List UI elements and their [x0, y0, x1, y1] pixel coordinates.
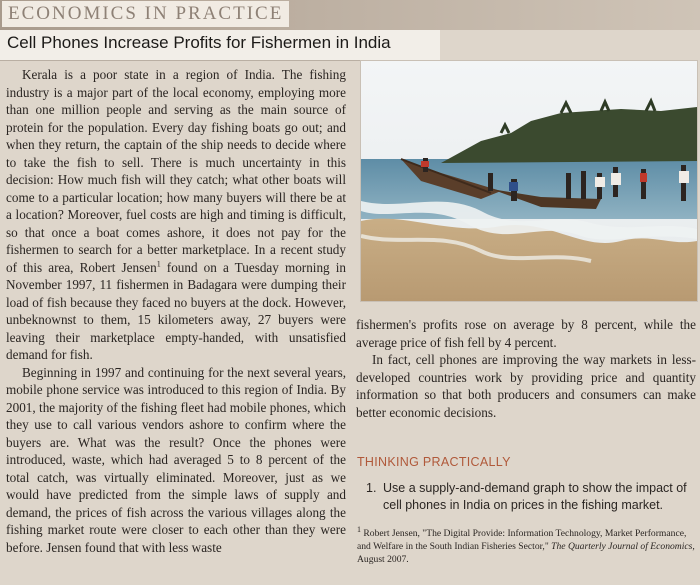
footnote-journal: The Quarterly Journal of Economics, [551, 541, 695, 552]
paragraph-1 [6, 66, 346, 364]
footnote-mark: 1 [357, 524, 361, 534]
thinking-practically-heading: THINKING PRACTICALLY [357, 455, 511, 469]
paragraph-1-end: found on a Tuesday morning in November 1997, 11 fishermen in Badagara were dumping their load of fish because they faced no buyers at the dock. However, unbeknownst to them, 15 kilometers away, 27 buyers were leaving their marketplace empty-handed, with unsatisfied demand for fish. [6, 259, 346, 362]
question-1 [366, 480, 696, 514]
fishermen-photo [360, 60, 698, 302]
section-banner [0, 0, 700, 30]
paragraph-3: In fact, cell phones are improving the way markets in less-developed countries work by providing price and quantity information so that both producers and consumers can make better economic decisions. [356, 352, 696, 420]
footnote [357, 524, 697, 566]
footnote-date: August 2007. [357, 554, 409, 565]
paragraph-2: Beginning in 1997 and continuing for the next several years, mobile phone service was introduced to this region of India. By 2001, the majority of the fishing fleet had mobile phones, which they use to call various vendors ashore to confirm where the buyers are. What was the result? Once the phones were introduced, waste, which had averaged 5 to 8 percent of the total catch, was virtually eliminated. Moreover, just as we would have predicted from the simple laws of supply and demand, the prices of fish across the various villages along the fishing market route were closer to each other than they were before. Jensen found that with less waste [6, 364, 346, 555]
beach-scene-image [361, 61, 697, 301]
footnote-reference: 1 [156, 259, 161, 269]
left-column [6, 66, 346, 556]
article-title: Cell Phones Increase Profits for Fishermen in India [7, 33, 391, 52]
paragraph-1-start: Kerala is a poor state in a region of India. The fishing industry is a major part of the local economy, employing more than one million people and serving as the main source of protein for the population. Every day fishing boats go out; and when they return, the captain of the ship needs to decide where to take the fish to sell. There is much uncertainty in this decision: How much fish will they catch; what other boats will come to a particular location; how many buyers will there be at a location? Moreover, fuel costs are high and timing is difficult, so that once a boat comes ashore, it does not pay for the fishermen to search for a better marketplace. In a recent study of this area, Robert Jensen [6, 67, 346, 275]
question-text: Use a supply-and-demand graph to show the impact of cell phones in India on prices in the fishing market. [383, 481, 687, 512]
footnote-text: Robert Jensen, "The Digital Provide: Information Technology, Market Performance, and Welfare in the South Indian Fisheries Sector," [357, 528, 687, 552]
section-label: ECONOMICS IN PRACTICE [2, 1, 289, 27]
title-box [0, 30, 440, 61]
right-column [356, 316, 696, 421]
question-number: 1. [366, 481, 377, 495]
paragraph-2-continued: fishermen's profits rose on average by 8 percent, while the average price of fish fell by 4 percent. [356, 317, 696, 350]
